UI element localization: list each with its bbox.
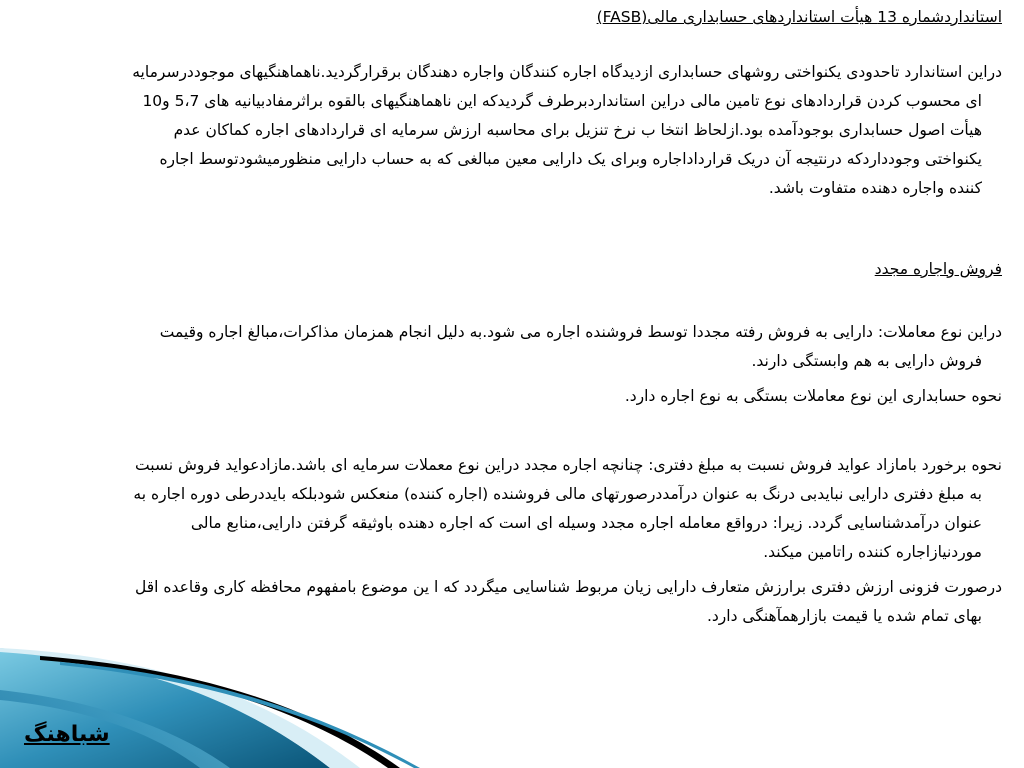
paragraph-intro: دراین استاندارد تاحدودی یکنواختی روشهای حسابداری ازدیدگاه اجاره کنندگان واجاره دهندگان برقرارگردید.ناهماهنگیهای موجوددرسرمایه ای محسوب کردن قراردادهای نوع تامین مالی دراین استانداردبرطرف گردیدکه این ناهماهنگیهای بالقوه براثرمفادبیانیه های 5،7 و10 هیأت اصول حسابداری بوجودآمده بود.ازلحاظ انتخا ب نرخ تنزیل برای محاسبه ارزش سرمایه ای قراردادهای اجاره کماکان عدم یکنواختی وجودداردکه درنتیجه آن دریک قرارداداجاره وبرای یک دارایی معین مبالغی که به حساب دارایی منظورمیشودتوسط اجاره کننده واجاره دهنده متفاوت باشد. xyxy=(132,63,1002,197)
paragraph-loss-recognition: درصورت فزونی ارزش دفتری برارزش متعارف دارایی زیان مربوط شناسایی میگردد که ا ین موضوع بامفهوم محافظه کاری وقاعده اقل بهای تمام شده یا قیمت بازارهمآهنگی دارد. xyxy=(135,578,1002,625)
paragraph-excess-proceeds: نحوه برخورد بامازاد عواید فروش نسبت به مبلغ دفتری: چنانچه اجاره مجدد دراین نوع معملات سرمایه ای باشد.مازادعواید فروش نسبت به مبلغ دفتری دارایی نبایدبی درنگ به عنوان درآمددرصورتهای مالی فروشنده (اجاره کننده) منعکس شودبلکه بایددرطی دوره اجاره به عنوان درآمدشناسایی گردد. زیرا: درواقع معامله اجاره مجدد وسیله ای است که اجاره دهنده باوثیقه گرفتن دارایی،منابع مالی موردنیازاجاره کننده راتامین میکند. xyxy=(133,456,1002,561)
paragraph-accounting-method: نحوه حسابداری این نوع معاملات بستگی به نوع اجاره دارد. xyxy=(624,387,1002,405)
slide-title: استانداردشماره 13 هیأت استانداردهای حسابداری مالی(FASB) xyxy=(596,8,1002,26)
section-heading: فروش واجاره مجدد xyxy=(874,260,1002,278)
logo-text: شباهنگ xyxy=(24,722,110,747)
paragraph-sale-leaseback: دراین نوع معاملات: دارایی به فروش رفته مجددا توسط فروشنده اجاره می شود.به دلیل انجام همزمان مذاکرات،مبالغ اجاره وقیمت فروش دارایی به هم وابستگی دارند. xyxy=(159,323,1002,370)
slide-content xyxy=(122,2,1002,631)
